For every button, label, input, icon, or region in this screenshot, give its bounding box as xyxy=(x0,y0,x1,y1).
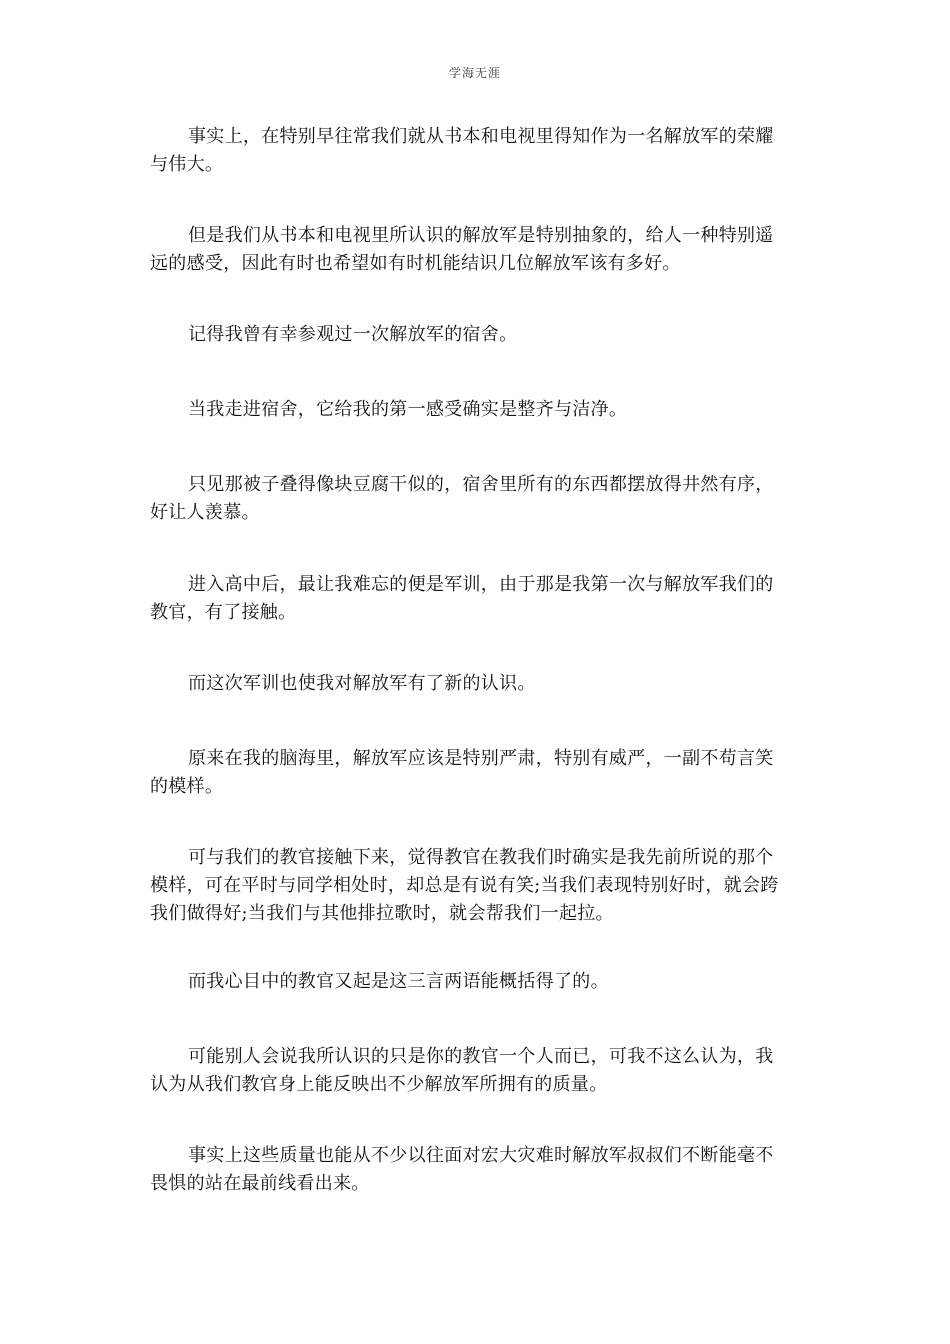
paragraph-5: 只见那被子叠得像块豆腐干似的，宿舍里所有的东西都摆放得井然有序，好让人羡慕。 xyxy=(150,474,774,523)
paragraph-6: 进入高中后，最让我难忘的便是军训，由于那是我第一次与解放军我们的教官，有了接触。 xyxy=(150,574,774,623)
paragraph-12: 事实上这些质量也能从不少以往面对宏大灾难时解放军叔叔们不断能毫不畏惧的站在最前线看出来。 xyxy=(150,1145,774,1194)
paragraph-10: 而我心目中的教官又起是这三言两语能概括得了的。 xyxy=(188,971,609,992)
paragraph-1: 事实上，在特别早往常我们就从书本和电视里得知作为一名解放军的荣耀与伟大。 xyxy=(150,126,774,175)
paragraph-3: 记得我曾有幸参观过一次解放军的宿舍。 xyxy=(188,324,518,345)
paragraph-4: 当我走进宿舍，它给我的第一感受确实是整齐与洁净。 xyxy=(188,399,628,420)
paragraph-9: 可与我们的教官接触下来，觉得教官在教我们时确实是我先前所说的那个模样，可在平时与同学相处时，却总是有说有笑;当我们表现特别好时，就会跨我们做得好;当我们与其他排拉歌时，就会帮我们一起拉。 xyxy=(150,847,779,924)
paragraph-2: 但是我们从书本和电视里所认识的解放军是特别抽象的，给人一种特别遥远的感受，因此有时也希望如有时机能结识几位解放军该有多好。 xyxy=(150,225,774,274)
page-header: 学海无涯 xyxy=(448,66,501,80)
paragraph-7: 而这次军训也使我对解放军有了新的认识。 xyxy=(188,673,536,694)
paragraph-11: 可能别人会说我所认识的只是你的教官一个人而已，可我不这么认为，我认为从我们教官身上能反映出不少解放军所拥有的质量。 xyxy=(150,1046,774,1095)
paragraph-8: 原来在我的脑海里，解放军应该是特别严肃，特别有威严，一副不苟言笑的模样。 xyxy=(150,748,774,797)
